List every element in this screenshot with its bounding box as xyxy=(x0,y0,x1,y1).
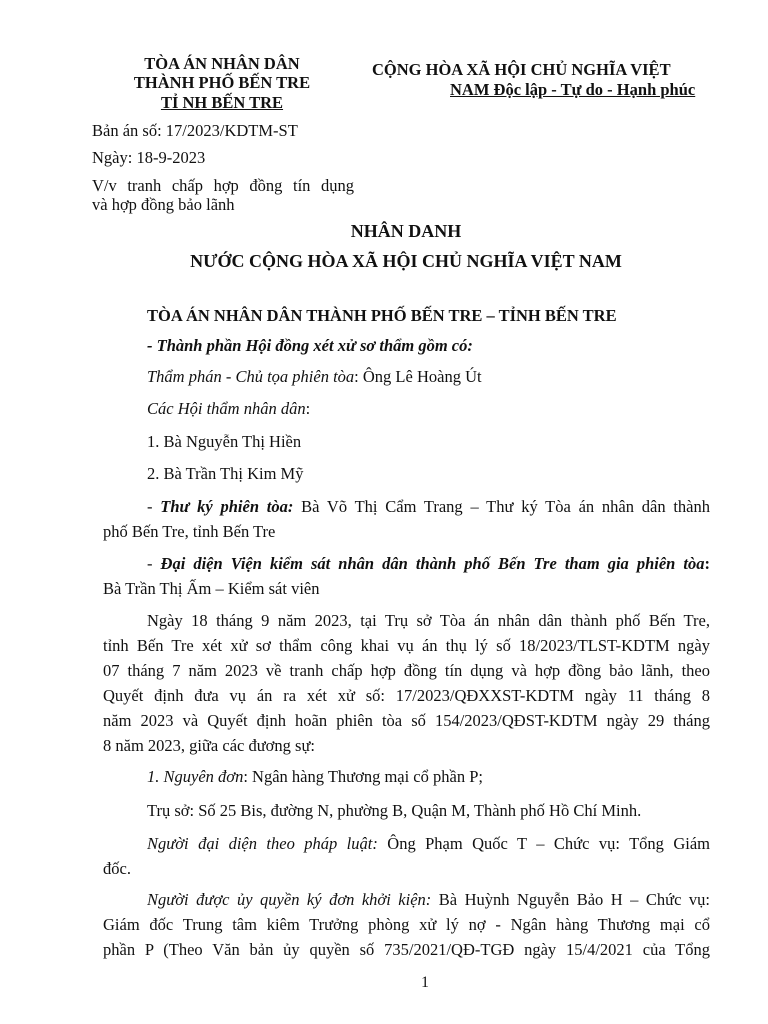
authorized-line3: phần P (Theo Văn bản ủy quyền số 735/2021/QĐ-TGĐ ngày 15/4/2021 của Tổng xyxy=(103,940,710,959)
secretary-dash: - xyxy=(147,497,161,516)
jurors-line xyxy=(147,399,310,419)
republic-title-line1: CỘNG HÒA XÃ HỘI CHỦ NGHĨA VIỆT xyxy=(372,60,671,79)
republic-motto-text: NAM Độc lập - Tự do - Hạnh phúc xyxy=(450,80,696,99)
court-name-line2: THÀNH PHỐ BẾN TRE xyxy=(133,73,311,92)
title-in-the-name: NHÂN DANH xyxy=(350,221,462,241)
title-republic: NƯỚC CỘNG HÒA XÃ HỘI CHỦ NGHĨA VIỆT NAM xyxy=(190,251,622,271)
plaintiff-label: 1. Nguyên đơn xyxy=(147,767,244,786)
legal-rep-line2: đốc. xyxy=(103,859,131,878)
jurors-colon: : xyxy=(305,399,311,418)
jurors-label: Các Hội thẩm nhân dân xyxy=(147,399,306,418)
trial-line-3: 07 tháng 7 năm 2023 về tranh chấp hợp đồng tín dụng và hợp đồng bảo lãnh, theo xyxy=(103,661,710,680)
trial-line-6: 8 năm 2023, giữa các đương sự: xyxy=(103,736,315,755)
body-court-name: TÒA ÁN NHÂN DÂN THÀNH PHỐ BẾN TRE – TỈNH BẾN TRE xyxy=(147,306,617,325)
panel-heading: - Thành phần Hội đồng xét xử sơ thẩm gồm có: xyxy=(147,336,473,355)
procuracy-dash: - xyxy=(147,554,161,573)
authorized-line1 xyxy=(147,890,710,910)
page-number: 1 xyxy=(421,974,429,991)
judge-line xyxy=(147,367,482,387)
court-name-line1: TÒA ÁN NHÂN DÂN xyxy=(144,54,300,73)
trial-line-1: Ngày 18 tháng 9 năm 2023, tại Trụ sở Tòa án nhân dân thành phố Bến Tre, xyxy=(147,611,710,630)
case-number: Bản án số: 17/2023/KDTM-ST xyxy=(92,121,298,140)
plaintiff-line xyxy=(147,767,483,787)
case-subject-line1: V/v tranh chấp hợp đồng tín dụng xyxy=(92,176,354,195)
case-subject-line2: và hợp đồng bảo lãnh xyxy=(92,195,235,214)
procuracy-line2: Bà Trần Thị Ấm – Kiểm sát viên xyxy=(103,579,320,598)
case-date: Ngày: 18-9-2023 xyxy=(92,148,206,167)
plaintiff-value: : Ngân hàng Thương mại cổ phần P; xyxy=(243,767,483,786)
republic-motto-line2 xyxy=(450,80,695,100)
secretary-rest: Bà Võ Thị Cẩm Trang – Thư ký Tòa án nhân dân thành xyxy=(293,497,710,516)
headquarters-line: Trụ sở: Số 25 Bis, đường N, phường B, Quận M, Thành phố Hồ Chí Minh. xyxy=(147,801,642,820)
authorized-line2: Giám đốc Trung tâm kiêm Trưởng phòng xử lý nợ - Ngân hàng Thương mại cổ xyxy=(103,915,710,934)
trial-line-5: năm 2023 và Quyết định hoãn phiên tòa số 154/2023/QĐST-KDTM ngày 29 tháng xyxy=(103,711,710,730)
trial-line-2: tỉnh Bến Tre xét xử sơ thẩm công khai vụ án thụ lý số 18/2023/TLST-KDTM ngày xyxy=(103,636,710,655)
procuracy-label: Đại diện Viện kiểm sát nhân dân thành phố Bến Tre tham gia phiên tòa xyxy=(160,554,705,573)
legal-rep-label: Người đại diện theo pháp luật: xyxy=(147,834,378,853)
trial-line-4: Quyết định đưa vụ án ra xét xử số: 17/2023/QĐXXST-KDTM ngày 11 tháng 8 xyxy=(103,686,710,705)
juror-1: 1. Bà Nguyễn Thị Hiền xyxy=(147,432,302,451)
court-name-line3: TỈ NH BẾN TRE xyxy=(160,93,284,112)
authorized-label: Người được ủy quyền ký đơn khởi kiện: xyxy=(147,890,432,909)
judge-name: : Ông Lê Hoàng Út xyxy=(354,367,482,386)
secretary-line2: phố Bến Tre, tỉnh Bến Tre xyxy=(103,522,276,541)
judge-label: Thẩm phán - Chủ tọa phiên tòa xyxy=(147,367,355,386)
juror-2: 2. Bà Trần Thị Kim Mỹ xyxy=(147,464,304,483)
secretary-line1 xyxy=(147,497,710,517)
secretary-label: Thư ký phiên tòa: xyxy=(160,497,294,516)
authorized-rest: Bà Huỳnh Nguyễn Bảo H – Chức vụ: xyxy=(431,890,710,909)
procuracy-colon: : xyxy=(704,554,710,573)
legal-rep-rest: Ông Phạm Quốc T – Chức vụ: Tổng Giám xyxy=(377,834,710,853)
procuracy-line1 xyxy=(147,554,710,574)
legal-rep-line1 xyxy=(147,834,710,854)
